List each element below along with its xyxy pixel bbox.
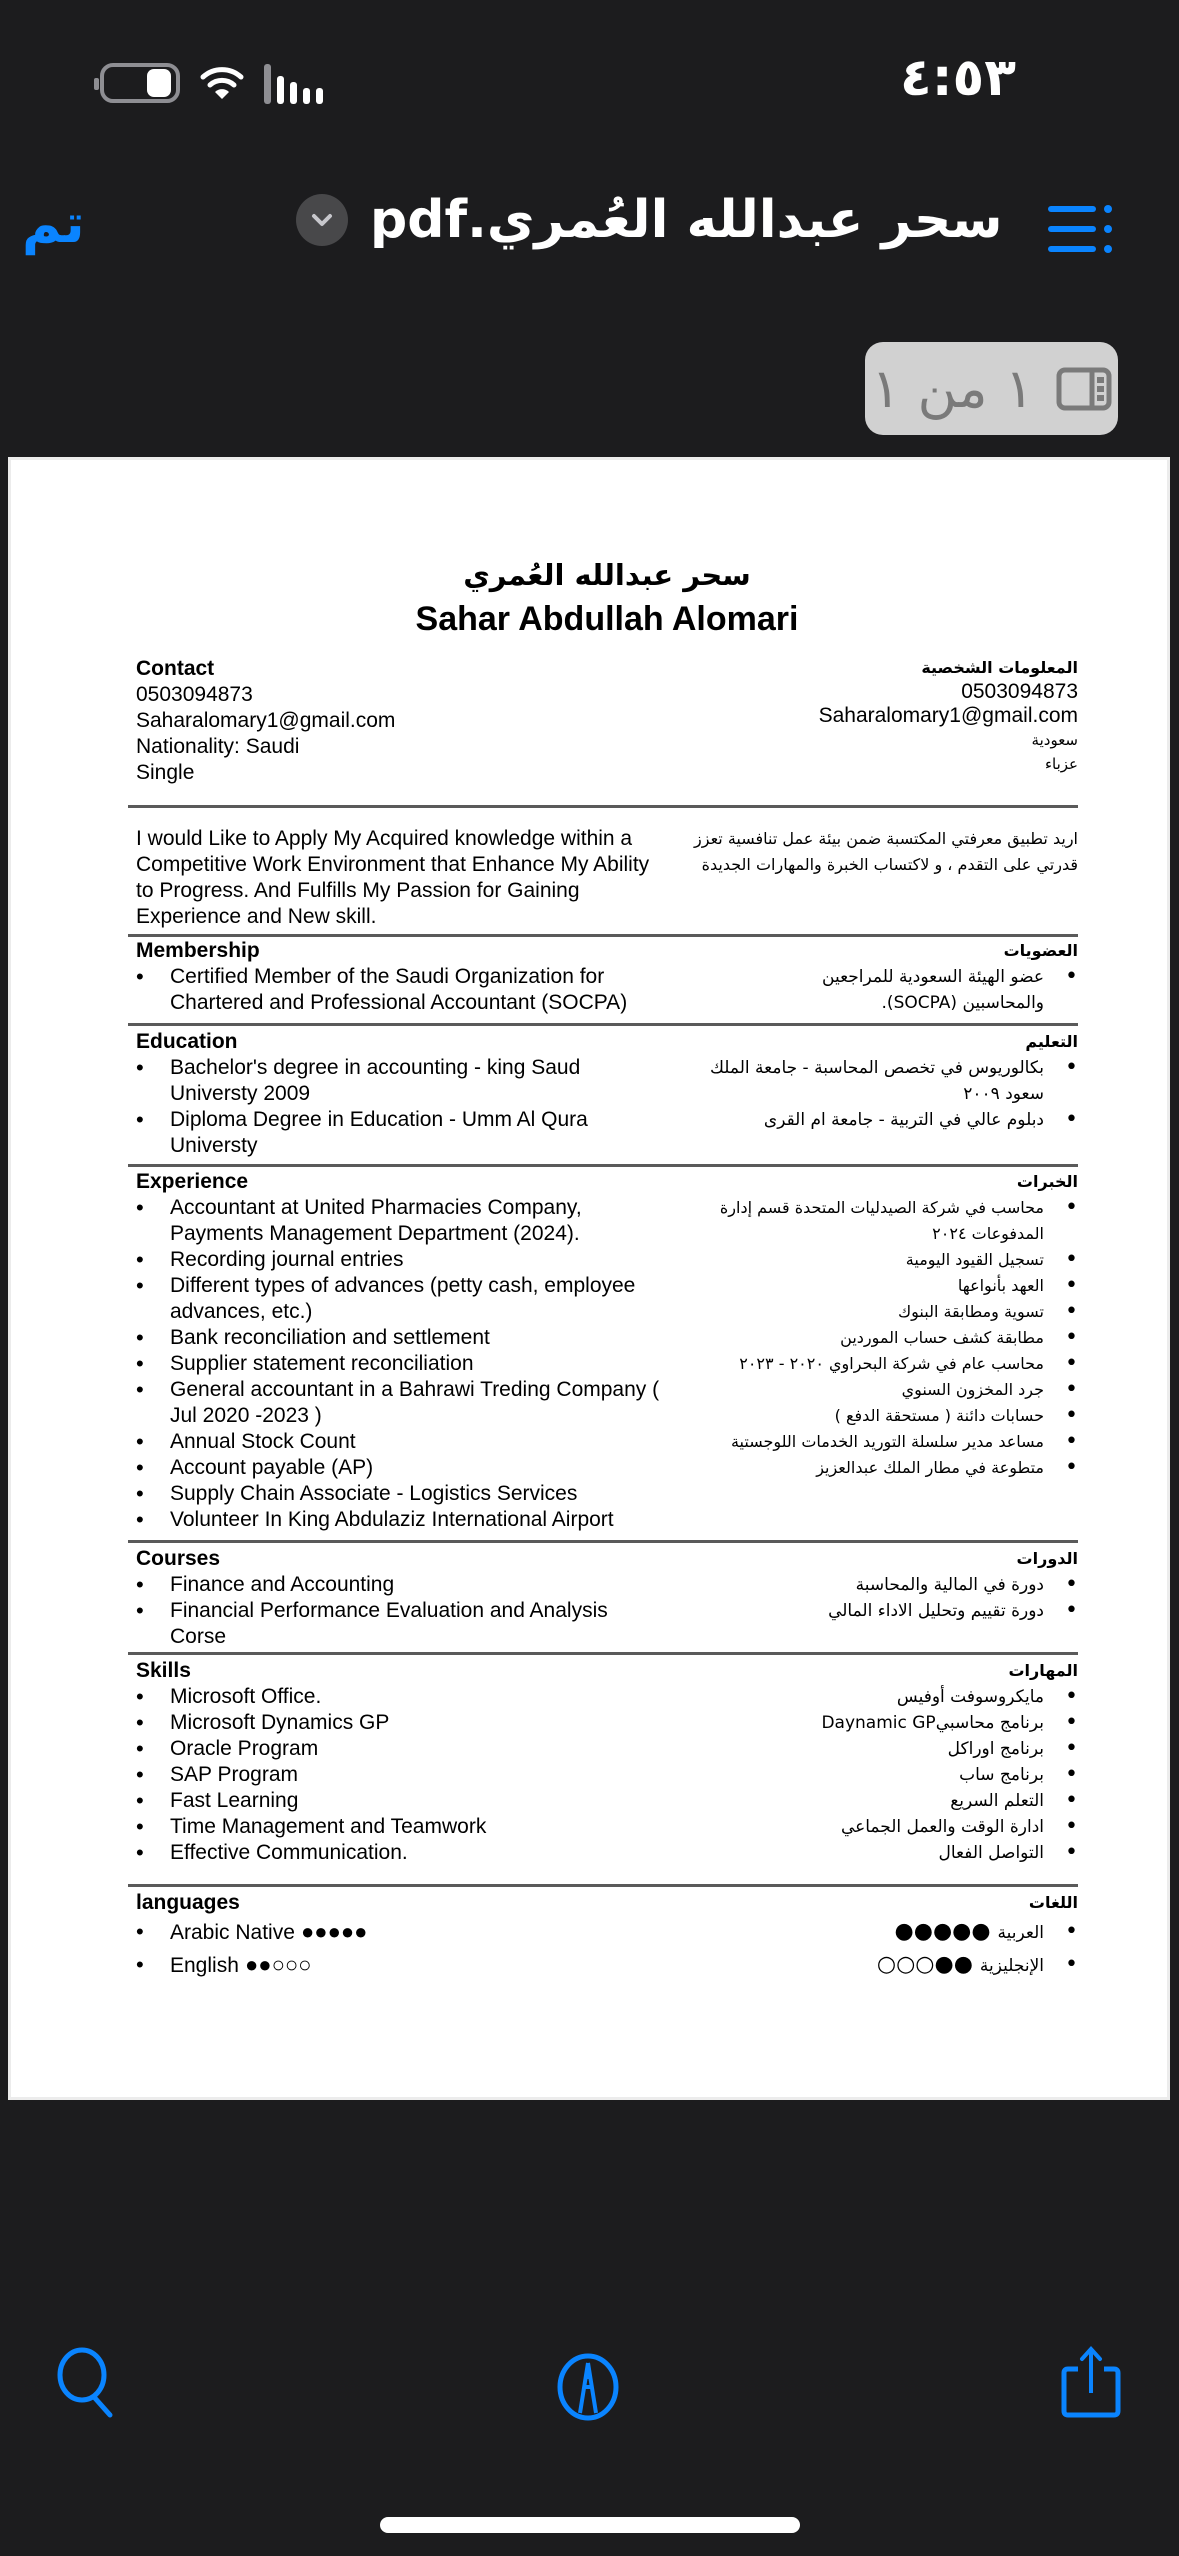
section-divider (128, 1164, 1078, 1167)
language-item (136, 1949, 676, 1982)
list-item: • مساعد مدير سلسلة التوريد الخدمات اللوجستية (688, 1429, 1078, 1455)
resume-name-arabic: سحر عبدالله العُمري (463, 558, 751, 592)
language-name: Arabic Native (170, 1921, 295, 1944)
language-item (678, 1949, 1078, 1982)
list-item: • Microsoft Office. (136, 1684, 676, 1710)
section-divider (128, 934, 1078, 937)
list-item: • عضو الهيئة السعودية للمراجعين والمحاسبين (SOCPA). (738, 964, 1078, 1016)
search-icon[interactable] (52, 2345, 122, 2425)
list-item: • Annual Stock Count (136, 1429, 676, 1455)
languages-en (136, 1890, 676, 1982)
wifi-icon (200, 65, 244, 101)
languages-ar (678, 1890, 1078, 1982)
list-item: • Volunteer In King Abdulaziz International Airport (136, 1507, 676, 1533)
contact-status-ar: عزباء (1044, 755, 1078, 773)
skills-heading: Skills (136, 1659, 191, 1682)
section-divider (128, 1540, 1078, 1543)
membership-heading-ar: العضويات (1003, 941, 1078, 960)
list-item: • مطابقة كشف حساب الموردين (688, 1325, 1078, 1351)
contact-heading: Contact (136, 657, 215, 680)
contact-heading-ar: المعلومات الشخصية (921, 658, 1078, 677)
list-item: • Effective Communication. (136, 1840, 676, 1866)
contact-ar (678, 656, 1078, 776)
summary-en: I would Like to Apply My Acquired knowledge within a Competitive Work Environment that Enhance My Ability to Progress. And Fulfills My Passion for Gaining Experience and New skill. (136, 827, 650, 928)
list-item: • SAP Program (136, 1762, 676, 1788)
language-rating: ●●●●● (894, 1919, 998, 1944)
list-icon[interactable] (1048, 204, 1114, 254)
pdf-page[interactable] (8, 457, 1170, 2100)
education-heading-ar: التعليم (1025, 1032, 1078, 1051)
experience-heading: Experience (136, 1170, 249, 1193)
education-heading: Education (136, 1030, 238, 1053)
section-divider (128, 1652, 1078, 1655)
list-item: • مايكروسوفت أوفيس (678, 1684, 1078, 1710)
page-indicator-label: ١ من ١ (871, 357, 1034, 420)
summary-ar: اريد تطبيق معرفتي المكتسبة ضمن بيئة عمل تنافسية تعزز قدرتي على التقدم ، و لاكتساب الخبرة والمهارات الجديدة (694, 829, 1078, 874)
status-icons (100, 62, 323, 104)
language-rating: ●●○○○ (876, 1952, 980, 1977)
language-rating: ●●○○○ (238, 1952, 312, 1977)
list-item: • General accountant in a Bahrawi Treding Company ( Jul 2020 -2023 ) (136, 1377, 676, 1429)
section-divider (128, 805, 1078, 808)
experience-heading-ar: الخبرات (1016, 1172, 1078, 1191)
contact-en (136, 656, 676, 786)
list-item: • Bank reconciliation and settlement (136, 1325, 676, 1351)
list-item: • التعلم السريع (678, 1788, 1078, 1814)
list-item: • محاسب في شركة الصيدليات المتحدة قسم إدارة المدفوعات ٢٠٢٤ (688, 1195, 1078, 1247)
contact-email-ar: Saharalomary1@gmail.com (818, 704, 1078, 727)
document-title-menu[interactable] (296, 190, 1002, 250)
language-name: English (170, 1954, 239, 1977)
languages-heading: languages (136, 1891, 240, 1914)
contact-phone: 0503094873 (136, 683, 253, 706)
list-item: • Diploma Degree in Education - Umm Al Qura Universty (136, 1107, 636, 1159)
list-item: • جرد المخزون السنوي (688, 1377, 1078, 1403)
section-divider (128, 1884, 1078, 1887)
list-item: • Bachelor's degree in accounting - king Saud Universty 2009 (136, 1055, 636, 1107)
battery-icon (100, 63, 180, 103)
list-item: • Different types of advances (petty cash, employee advances, etc.) (136, 1273, 676, 1325)
language-name: الإنجليزية (979, 1956, 1044, 1976)
share-icon[interactable] (1058, 2345, 1128, 2425)
status-time: ٤:٥٣ (900, 48, 1017, 108)
list-item: • محاسب عام في شركة البحراوي ٢٠٢٠ - ٢٠٢٣ (688, 1351, 1078, 1377)
list-item: • متطوعة في مطار الملك عبدالعزيز (688, 1455, 1078, 1481)
courses-heading-ar: الدورات (1016, 1549, 1078, 1568)
home-indicator[interactable] (380, 2517, 800, 2533)
list-item: • حسابات دائنة ( مستحقة الدفع ) (688, 1403, 1078, 1429)
resume-name-english: Sahar Abdullah Alomari (415, 600, 799, 638)
list-item: • دورة تقييم وتحليل الاداء المالي (678, 1598, 1078, 1624)
list-item: • Certified Member of the Saudi Organization for Chartered and Professional Accountant (SOCPA) (136, 964, 676, 1016)
list-item: • دبلوم عالي في التربية - جامعة ام القرى (678, 1107, 1078, 1133)
contact-status: Single (136, 761, 195, 784)
list-item: • Recording journal entries (136, 1247, 676, 1273)
education-en (136, 1029, 636, 1159)
markup-pen-icon[interactable] (553, 2345, 623, 2425)
list-item: • Time Management and Teamwork (136, 1814, 676, 1840)
cellular-signal-icon (264, 62, 323, 104)
contact-email: Saharalomary1@gmail.com (136, 709, 396, 732)
skills-heading-ar: المهارات (1008, 1661, 1078, 1680)
list-item: • Supply Chain Associate - Logistics Services (136, 1481, 676, 1507)
list-item: • ادارة الوقت والعمل الجماعي (678, 1814, 1078, 1840)
list-item: • برنامج ساب (678, 1762, 1078, 1788)
section-divider (128, 1023, 1078, 1026)
skills-ar (678, 1658, 1078, 1866)
contact-nationality: Nationality: Saudi (136, 735, 300, 758)
list-item: • Supplier statement reconciliation (136, 1351, 676, 1377)
document-title: سحر عبدالله العُمري.pdf (370, 190, 1003, 250)
list-item: • تسجيل القيود اليومية (688, 1247, 1078, 1273)
education-ar (678, 1029, 1078, 1133)
languages-heading-ar: اللغات (1028, 1893, 1078, 1912)
list-item: • دورة في المالية والمحاسبة (678, 1572, 1078, 1598)
experience-ar (688, 1169, 1078, 1481)
experience-en (136, 1169, 676, 1533)
membership-en (136, 938, 676, 1016)
list-item: • برنامج اوراكل (678, 1736, 1078, 1762)
list-item: • Microsoft Dynamics GP (136, 1710, 676, 1736)
list-item: • تسوية ومطابقة البنوك (688, 1299, 1078, 1325)
courses-ar (678, 1546, 1078, 1624)
contact-phone-ar: 0503094873 (961, 680, 1078, 703)
list-item: • التواصل الفعال (678, 1840, 1078, 1866)
skills-en (136, 1658, 676, 1866)
list-item: • Fast Learning (136, 1788, 676, 1814)
list-item: • بكالوريوس في تخصص المحاسبة - جامعة الملك سعود ٢٠٠٩ (688, 1055, 1078, 1107)
page-indicator[interactable] (865, 342, 1118, 435)
list-item: • Finance and Accounting (136, 1572, 646, 1598)
membership-ar (678, 938, 1078, 1016)
language-rating: ●●●●● (294, 1919, 368, 1944)
list-item: • Oracle Program (136, 1736, 676, 1762)
sidebar-thumbnails-icon (1056, 367, 1112, 411)
language-item (136, 1916, 676, 1949)
done-button[interactable]: تم (22, 192, 85, 255)
courses-en (136, 1546, 646, 1650)
list-item: • Account payable (AP) (136, 1455, 676, 1481)
courses-heading: Courses (136, 1547, 221, 1570)
language-item (678, 1916, 1078, 1949)
list-item: • برنامج محاسبيDaynamic GP (678, 1710, 1078, 1736)
list-item: • العهد بأنواعها (688, 1273, 1078, 1299)
list-item: • Financial Performance Evaluation and Analysis Corse (136, 1598, 646, 1650)
language-name: العربية (997, 1923, 1044, 1943)
list-item: • Accountant at United Pharmacies Company, Payments Management Department (2024). (136, 1195, 676, 1247)
membership-heading: Membership (136, 939, 260, 962)
chevron-down-icon[interactable] (296, 194, 348, 246)
contact-nationality-ar: سعودية (1031, 731, 1078, 749)
